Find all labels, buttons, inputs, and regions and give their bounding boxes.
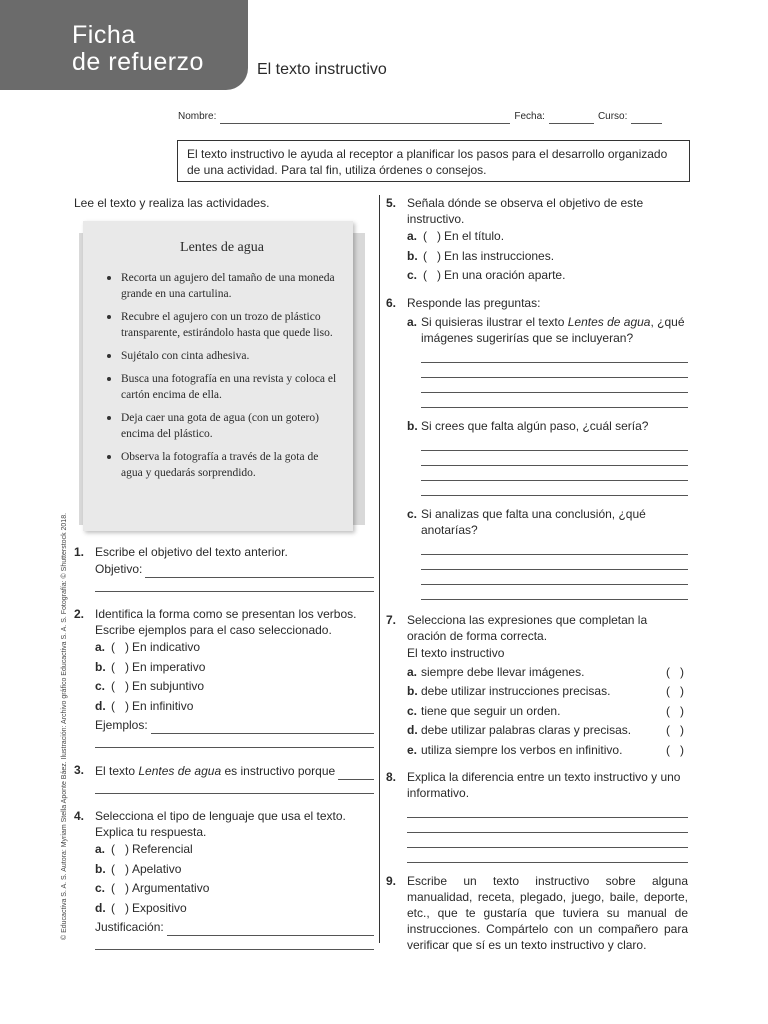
date-field[interactable] xyxy=(549,116,594,124)
option-d[interactable]: d. ( ) Expositivo xyxy=(95,900,187,915)
bullet-icon xyxy=(107,455,111,459)
subquestion-a: a. Si quisieras ilustrar el texto Lentes de agua, ¿qué imágenes sugerirías que se incluyeran? xyxy=(407,314,688,408)
question-text: El texto Lentes de agua es instructivo porque xyxy=(95,762,374,780)
answer-lines[interactable] xyxy=(421,540,688,600)
card-item: Sujétalo con cinta adhesiva. xyxy=(107,348,337,364)
subquestion-b: b. Si crees que falta algún paso, ¿cuál sería? xyxy=(407,418,688,496)
answer-line[interactable] xyxy=(95,734,374,748)
question-text: Selecciona las expresiones que completan la oración de forma correcta. xyxy=(407,612,648,643)
option-c[interactable]: c. ( ) En subjuntivo xyxy=(95,679,205,694)
bullet-icon xyxy=(107,276,111,280)
bullet-icon xyxy=(107,354,111,358)
card-item: Recubre el agujero con un trozo de plástico transparente, estirándolo hasta que quede liso. xyxy=(107,309,337,341)
question-1 xyxy=(74,544,374,592)
card-paper xyxy=(83,221,353,531)
bullet-icon xyxy=(107,377,111,381)
question-number: 2. xyxy=(74,607,85,622)
option-b[interactable]: b. ( ) En las instrucciones. xyxy=(407,248,555,263)
question-text: Señala dónde se observa el objetivo de este instructivo. xyxy=(407,196,644,226)
page-title: El texto instructivo xyxy=(257,61,387,78)
option-c[interactable]: c. ( ) En una oración aparte. xyxy=(407,268,566,282)
question-3 xyxy=(74,762,374,794)
expression-e[interactable]: e. utiliza siempre los verbos en infinitivo. ( ) xyxy=(407,742,684,757)
tab-line-2: de refuerzo xyxy=(72,48,204,76)
bullet-icon xyxy=(107,315,111,319)
answer-lines[interactable] xyxy=(421,436,688,496)
name-label: Nombre: xyxy=(178,111,217,122)
card-item: Busca una fotografía en una revista y coloca el cartón encima de ella. xyxy=(107,371,337,403)
question-text: Responde las preguntas: xyxy=(407,295,541,310)
question-4 xyxy=(74,808,374,950)
question-text: Explica la diferencia entre un texto instructivo y uno informativo. xyxy=(407,770,681,800)
question-text: Identifica la forma como se presentan los verbos. Escribe ejemplos para el caso seleccionado. xyxy=(95,607,357,638)
expression-lead: El texto instructivo xyxy=(407,645,505,660)
question-number: 4. xyxy=(74,809,85,824)
expression-b[interactable]: b. debe utilizar instrucciones precisas. ( ) xyxy=(407,684,684,698)
question-2 xyxy=(74,606,374,748)
option-c[interactable]: c. ( ) Argumentativo xyxy=(95,881,210,896)
question-6 xyxy=(386,295,688,600)
bullet-icon xyxy=(107,416,111,420)
answer-line[interactable] xyxy=(95,936,374,950)
course-label: Curso: xyxy=(597,111,628,122)
question-number: 8. xyxy=(386,770,397,784)
course-field[interactable] xyxy=(631,116,662,124)
question-text: Selecciona el tipo de lenguaje que usa el texto. Explica tu respuesta. xyxy=(95,809,346,840)
reading-card xyxy=(79,221,365,524)
question-number: 9. xyxy=(386,874,397,888)
examples-field[interactable]: Ejemplos: xyxy=(95,716,374,734)
question-number: 3. xyxy=(74,763,85,778)
option-b[interactable]: b. ( ) En imperativo xyxy=(95,659,206,674)
date-label: Fecha: xyxy=(514,111,545,122)
expression-d[interactable]: d. debe utilizar palabras claras y precisas. ( ) xyxy=(407,723,684,737)
question-7 xyxy=(386,612,688,761)
card-list xyxy=(107,270,337,481)
subquestion-c: c. Si analizas que falta una conclusión, ¿qué anotarías? xyxy=(407,506,688,600)
option-a[interactable]: a. ( ) En indicativo xyxy=(95,640,201,655)
question-5 xyxy=(386,195,688,286)
answer-line[interactable] xyxy=(95,578,374,592)
question-number: 5. xyxy=(386,196,397,210)
answer-line[interactable] xyxy=(95,780,374,794)
worksheet-tab xyxy=(0,0,248,90)
question-number: 1. xyxy=(74,545,85,560)
card-item: Deja caer una gota de agua (con un gotero) encima del plástico. xyxy=(107,410,337,442)
expression-a[interactable]: a. siempre debe llevar imágenes. ( ) xyxy=(407,664,684,679)
question-9 xyxy=(386,873,688,953)
expression-c[interactable]: c. tiene que seguir un orden. ( ) xyxy=(407,703,684,718)
right-column xyxy=(386,195,688,962)
instructions-lead: Lee el texto y realiza las actividades. xyxy=(74,196,270,210)
student-info-line xyxy=(178,110,680,124)
question-8 xyxy=(386,769,688,863)
question-number: 6. xyxy=(386,295,397,310)
copyright-credit: © Educactiva S. A. S. Autora: Myriam Stella Aponte Báez. Ilustración: Archivo gráfico Educactiva S. A. S. Fotografía: © Shutterstock 2018. xyxy=(61,512,68,940)
card-item: Observa la fotografía a través de la gota de agua y quedarás sorprendido. xyxy=(107,449,337,481)
option-a[interactable]: a. ( ) En el título. xyxy=(407,229,505,243)
question-text: Escribe un texto instructivo sobre alguna manualidad, receta, plegado, juego, baile, deporte, etc., que te gustaría que tuviera su manual de instrucciones. Compártelo con un compañero para verificar que sí es un texto instructivo y claro. xyxy=(407,874,688,952)
option-b[interactable]: b. ( ) Apelativo xyxy=(95,861,182,876)
left-column xyxy=(74,195,374,959)
card-item: Recorta un agujero del tamaño de una moneda grande en una cartulina. xyxy=(107,270,337,302)
option-d[interactable]: d. ( ) En infinitivo xyxy=(95,698,194,713)
card-title: Lentes de agua xyxy=(180,240,264,256)
option-a[interactable]: a. ( ) Referencial xyxy=(95,842,193,857)
objective-field[interactable]: Objetivo: xyxy=(95,560,374,578)
column-divider xyxy=(379,195,380,943)
justification-field[interactable]: Justificación: xyxy=(95,918,374,936)
answer-lines[interactable] xyxy=(407,803,688,863)
question-text: Escribe el objetivo del texto anterior. xyxy=(95,545,288,560)
name-field[interactable] xyxy=(220,116,510,124)
tab-line-1: Ficha xyxy=(72,21,136,49)
intro-box: El texto instructivo le ayuda al receptor a planificar los pasos para el desarrollo organizado de una actividad. Para tal fin, utiliza órdenes o consejos. xyxy=(177,140,690,182)
answer-lines[interactable] xyxy=(421,348,688,408)
question-number: 7. xyxy=(386,612,397,627)
